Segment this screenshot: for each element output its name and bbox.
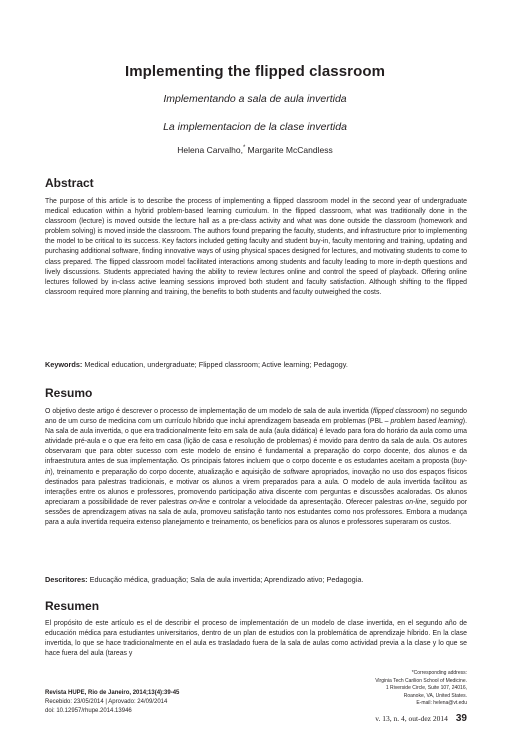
resumo-segment: ) no segundo ano de um curso de medicina com um currículo híbrido que inclui aprendizagem baseada em problemas (PBL – (45, 408, 467, 426)
resumo-term: problem based learning (390, 418, 463, 426)
address-line: Virginia Tech Carilion School of Medicine. (375, 677, 467, 684)
article-title: Implementing the flipped classroom (124, 63, 386, 80)
corresponding-mark: * (242, 145, 246, 152)
keywords-label: Keywords: (45, 360, 83, 369)
subtitle-spanish: La implementacion de la clase invertida (163, 121, 347, 133)
resumo-segment: O objetivo deste artigo é descrever o processo de implementação de um modelo de sala de aula invertida ( (45, 408, 373, 415)
resumo-keywords (45, 575, 467, 585)
received-approved-dates: Recebido: 23/05/2014 | Aprovado: 24/09/2014 (45, 699, 168, 705)
resumo-text (45, 407, 467, 528)
address-line: 1 Riverside Circle, Suite 107, 24016, (385, 685, 467, 692)
doi: doi: 10.12957/rhupe.2014.13946 (45, 708, 132, 714)
resumen-text: El propósito de este artículo es el de describir el proceso de implementación de un modelo de clase invertida, en el segundo año de educación médica para estudiantes universitarios, dentro de un plan de estudios con la problemática de aprendizaje híbrido. En la clase invertida, lo que se hace tradicionalmente en el aula es trasladado fuera de la sala de aulas como actividad previa a la clase y lo que se hace fuera del aula (tareas y (45, 620, 467, 658)
journal-citation: Revista HUPE, Rio de Janeiro, 2014;13(4):39-45 (45, 690, 180, 696)
author-2: Margarite McCandless (245, 145, 333, 155)
resumo-term: on-line (405, 498, 427, 506)
resumo-term: on-line (189, 498, 210, 506)
issue-info: v. 13, n. 4, out-dez 2014 (375, 714, 448, 723)
subtitle-portuguese: Implementando a sala de aula invertida (163, 93, 347, 105)
address-line: *Corresponding address: (411, 670, 467, 676)
author-list (0, 145, 510, 155)
descritores-values: Educação médica, graduação; Sala de aula invertida; Aprendizado ativo; Pedagogia. (87, 575, 364, 584)
email-line: E-mail: helena@vt.edu (416, 700, 467, 707)
resumo-term: software (283, 468, 310, 476)
corresponding-address (307, 670, 467, 708)
keywords-values: Medical education, undergraduate; Flipped classroom; Active learning; Pedagogy. (82, 360, 348, 369)
resumo-term: buy-in (45, 458, 467, 476)
address-line: Roanoke, VA, United States. (403, 692, 467, 699)
page-footer (375, 713, 467, 724)
publication-info (45, 689, 179, 716)
abstract-keywords (45, 360, 467, 370)
resumo-segment: apropriados, inovação no uso dos espaços físicos destinados para palestras tradicionais, e motivar os alunos a virem preparados para a aula. O modelo de aula invertida facilitou as interações entre os alunos e professores, promovendo participação ativa discente com perguntas e discussões acaloradas. Os alunos apreciaram a possibilidade de rever palestras (45, 468, 467, 506)
resumo-term: flipped classroom (373, 408, 427, 415)
resumo-heading: Resumo (45, 386, 93, 400)
resumo-segment: ), treinamento e preparação do corpo docente, atualização e aquisição de (50, 468, 284, 476)
resumo-segment: , seguido por sessões de aprendizagem ativas na sala de aula, promoveu satisfação tanto nos estudantes como nos professores. Embora a mudança para a aula invertida requeira extenso planejamento e treinamento, os benefícios para os alunos e professores superaram os custos. (45, 498, 467, 527)
abstract-text: The purpose of this article is to describe the process of implementing a flipped classroom model in the second year of undergraduate medical education within a hybrid problem-based learning curriculum. In the flipped classroom, what was traditionally done in the classroom (lecture) is moved outside the lecture hall as a pre-class activity and what was done outside the classroom (homework and problem solving) is moved inside the classroom. The authors found preparing the faculty, students, and infrastructure prior to implementing the model to be critical to its success. Key factors included getting faculty and student buy-in, faculty mentoring and training, updating and purchasing additional software, finding innovative ways of using physical spaces designed for lectures, and motivating students to come to class prepared. The flipped classroom model facilitated interactions among students and faculty leading to more in-depth questions and lively discussions. Students appreciated having the ability to review lectures online and control the speed of playback. Offering online lectures followed by in-class active learning sessions improved both student and faculty satisfaction. Although shifting to the flipped classroom required more planning and training, the benefits to both students and faculty outweighed the costs. (45, 198, 467, 296)
abstract-heading: Abstract (45, 176, 94, 190)
resumen-heading: Resumen (45, 599, 100, 613)
author-1: Helena Carvalho, (177, 145, 243, 155)
resumo-segment: ). Na sala de aula invertida, o que era tradicionalmente feito em sala de aula (aula didática) é levado para fora do horário da aula como uma atividade pré-aula e o que era feito em casa (lição de casa e resolução de problemas) é movido para dentro da sala de aula. Os autores observaram que para obter sucesso com este modelo de ensino é fundamental a preparação do corpo docente, dos alunos e da infraestrutura antes de sua implementação. Os principais fatores incluem que o corpo docente e os estudantes aceitam a proposta ( (45, 418, 468, 466)
descritores-label: Descritores: (45, 575, 88, 584)
page-number: 39 (455, 713, 467, 724)
resumo-segment: e controlar a velocidade da apresentação. Oferecer palestras (209, 498, 406, 506)
